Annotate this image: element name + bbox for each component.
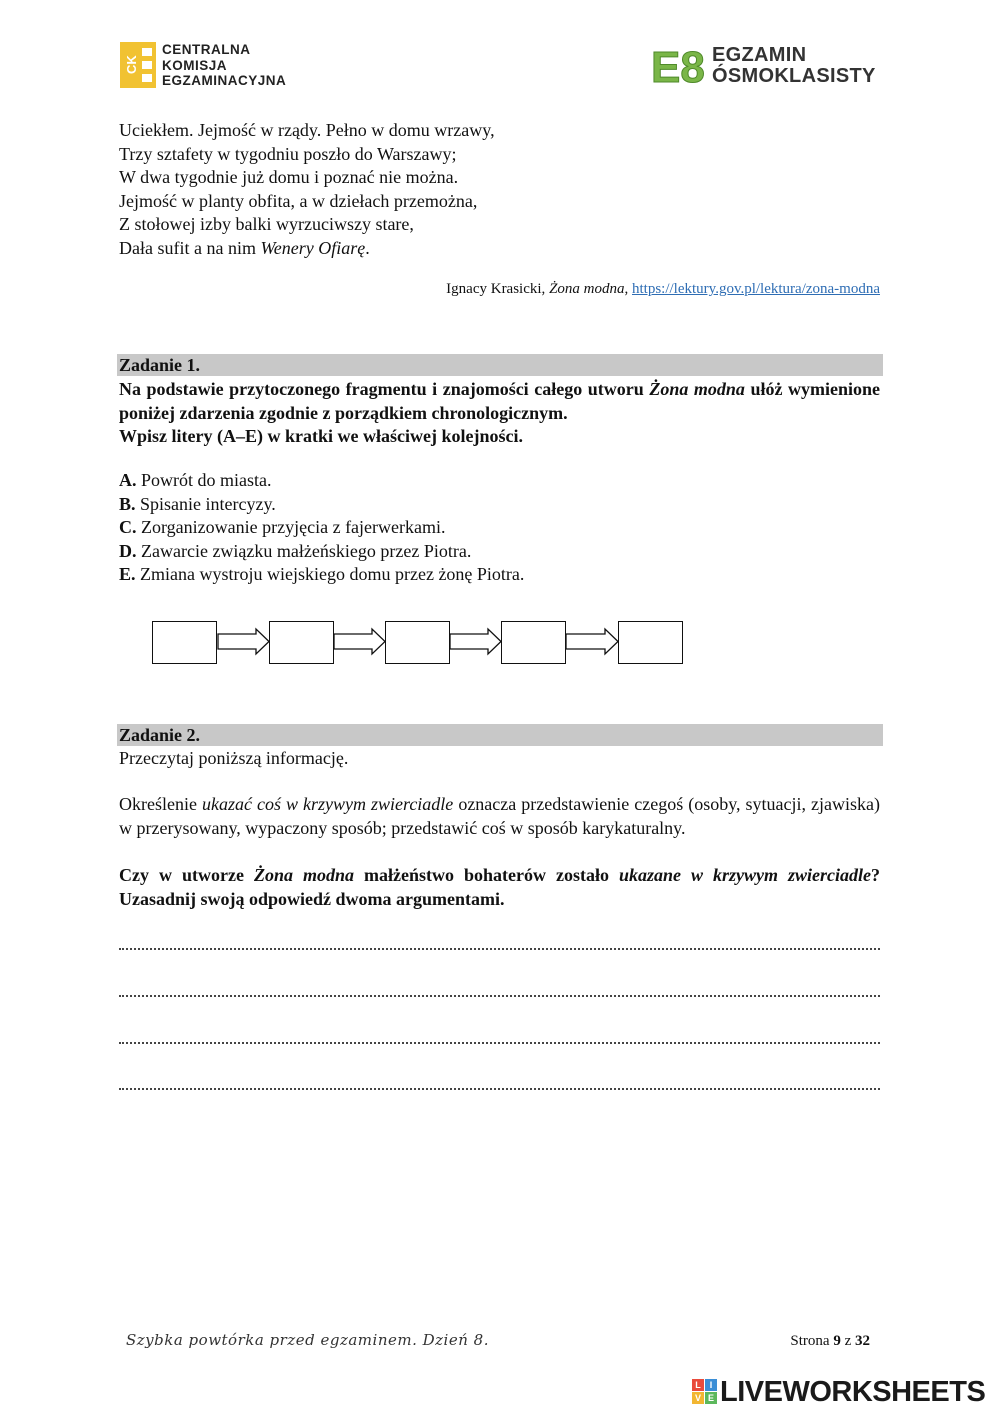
lw-letter: L	[692, 1379, 704, 1391]
option-a	[119, 469, 880, 493]
answer-line-1[interactable]	[119, 946, 880, 950]
option-b	[119, 493, 880, 517]
page-prefix: Strona	[790, 1333, 834, 1349]
option-e	[119, 563, 880, 587]
option-letter: E.	[119, 564, 136, 584]
cke-line-1: CENTRALNA	[162, 42, 251, 57]
task1-instr-title: Żona modna	[649, 379, 745, 399]
poem-line: Uciekłem. Jejmość w rządy. Pełno w domu wrzawy,	[119, 120, 495, 140]
citation-link[interactable]: https://lektury.gov.pl/lektura/zona-modna	[632, 281, 880, 297]
option-text: Spisanie intercyzy.	[135, 493, 276, 514]
answer-box-1[interactable]	[152, 621, 217, 664]
answer-box-4[interactable]	[501, 621, 566, 664]
q-d: ukazane w krzywym zwierciadle	[618, 865, 871, 885]
liveworksheets-text: LIVEWORKSHEETS	[720, 1376, 986, 1408]
def-c: oznacza przedstawienie czegoś (osoby, sytuacji, zjawiska) w przerysowany, wypaczony sposób; przedstawić coś w sposób karykaturalny.	[119, 794, 881, 838]
e8-mark-text: E8	[651, 44, 705, 88]
page-current: 9	[833, 1333, 841, 1349]
cke-mark-text: CK	[124, 55, 139, 74]
cke-logo-mark	[120, 42, 156, 88]
option-letter: A.	[119, 470, 137, 490]
answer-line-3[interactable]	[119, 1040, 880, 1044]
order-chain	[152, 620, 692, 666]
poem-line: Trzy sztafety w tygodniu poszło do Warszawy;	[119, 143, 457, 164]
option-text: Powrót do miasta.	[136, 470, 272, 490]
cke-line-3: EGZAMINACYJNA	[162, 73, 287, 88]
e8-logo-mark	[650, 44, 708, 88]
def-a: Określenie	[119, 794, 202, 814]
option-d	[119, 540, 880, 564]
poem-last-suffix: .	[365, 237, 370, 258]
e8-line-2: ÓSMOKLASISTY	[712, 65, 876, 87]
e8-logo-text	[712, 45, 876, 87]
q-e: ? Uzasadnij swoją odpowiedź dwoma argumentami.	[119, 865, 880, 909]
page-number	[790, 1333, 870, 1350]
cke-line-2: KOMISJA	[162, 57, 228, 73]
option-letter: B.	[119, 493, 136, 514]
cke-logo	[120, 42, 300, 90]
lw-letter: E	[705, 1392, 717, 1404]
task1-instr-c: ułóż wymienione poniżej zdarzenia zgodnie z porządkiem chronologicznym.	[119, 379, 881, 423]
citation-author: Ignacy Krasicki,	[446, 281, 550, 297]
poem-line: W dwa tygodnie już domu i poznać nie można.	[119, 167, 459, 187]
task1-instr-a: Na podstawie przytoczonego fragmentu i znajomości całego utworu	[119, 379, 650, 399]
option-text: Zorganizowanie przyjęcia z fajerwerkami.	[136, 517, 446, 537]
citation	[446, 281, 880, 298]
page-total: 32	[855, 1333, 870, 1349]
cke-logo-text	[162, 42, 286, 89]
poem-last-italic: Wenery Ofiarę	[260, 237, 366, 258]
q-c: małżeństwo bohaterów zostało	[354, 865, 619, 885]
answer-box-2[interactable]	[269, 621, 334, 664]
arrow-icon	[334, 629, 385, 654]
answer-box-5[interactable]	[618, 621, 683, 664]
option-letter: D.	[119, 540, 137, 561]
citation-title: Żona modna	[549, 281, 625, 297]
page-mid: z	[840, 1333, 855, 1349]
poem-line: Jejmość w planty obfita, a w dziełach przemożna,	[119, 190, 478, 211]
lw-letter: I	[705, 1379, 717, 1391]
liveworksheets-logo-icon	[692, 1379, 718, 1405]
arrow-icon	[218, 629, 269, 654]
poem-last-prefix: Dała sufit a na nim	[119, 237, 261, 258]
task2-definition	[119, 793, 880, 840]
answer-box-3[interactable]	[385, 621, 450, 664]
citation-sep: ,	[624, 281, 632, 297]
e8-logo	[650, 44, 890, 90]
footer-note: Szybka powtórka przed egzaminem. Dzień 8.	[126, 1331, 489, 1349]
task2-intro: Przeczytaj poniższą informację.	[119, 748, 349, 768]
option-text: Zmiana wystroju wiejskiego domu przez żonę Piotra.	[135, 564, 525, 584]
arrow-icon	[450, 629, 501, 654]
task1-header: Zadanie 1.	[117, 354, 883, 376]
task1-instruction-2: Wpisz litery (A–E) w kratki we właściwej kolejności.	[119, 426, 523, 446]
def-b: ukazać coś w krzywym zwierciadle	[201, 794, 454, 814]
q-a: Czy w utworze	[119, 865, 254, 885]
arrow-icon	[566, 629, 618, 654]
liveworksheets-watermark[interactable]	[692, 1376, 992, 1408]
task1-instructions	[119, 378, 880, 425]
task2-header: Zadanie 2.	[117, 724, 883, 746]
answer-line-2[interactable]	[119, 993, 880, 997]
poem-fragment	[119, 119, 495, 260]
option-text: Zawarcie związku małżeńskiego przez Piotra.	[136, 540, 472, 561]
lw-letter: V	[692, 1392, 704, 1404]
task1-options	[119, 469, 880, 587]
answer-line-4[interactable]	[119, 1086, 880, 1090]
poem-line-last	[119, 237, 495, 261]
e8-line-1: EGZAMIN	[712, 44, 807, 66]
option-letter: C.	[119, 517, 137, 537]
q-b: Żona modna	[253, 865, 354, 885]
poem-line: Z stołowej izby balki wyrzuciwszy stare,	[119, 214, 414, 234]
option-c	[119, 516, 880, 540]
task2-question	[119, 864, 880, 911]
